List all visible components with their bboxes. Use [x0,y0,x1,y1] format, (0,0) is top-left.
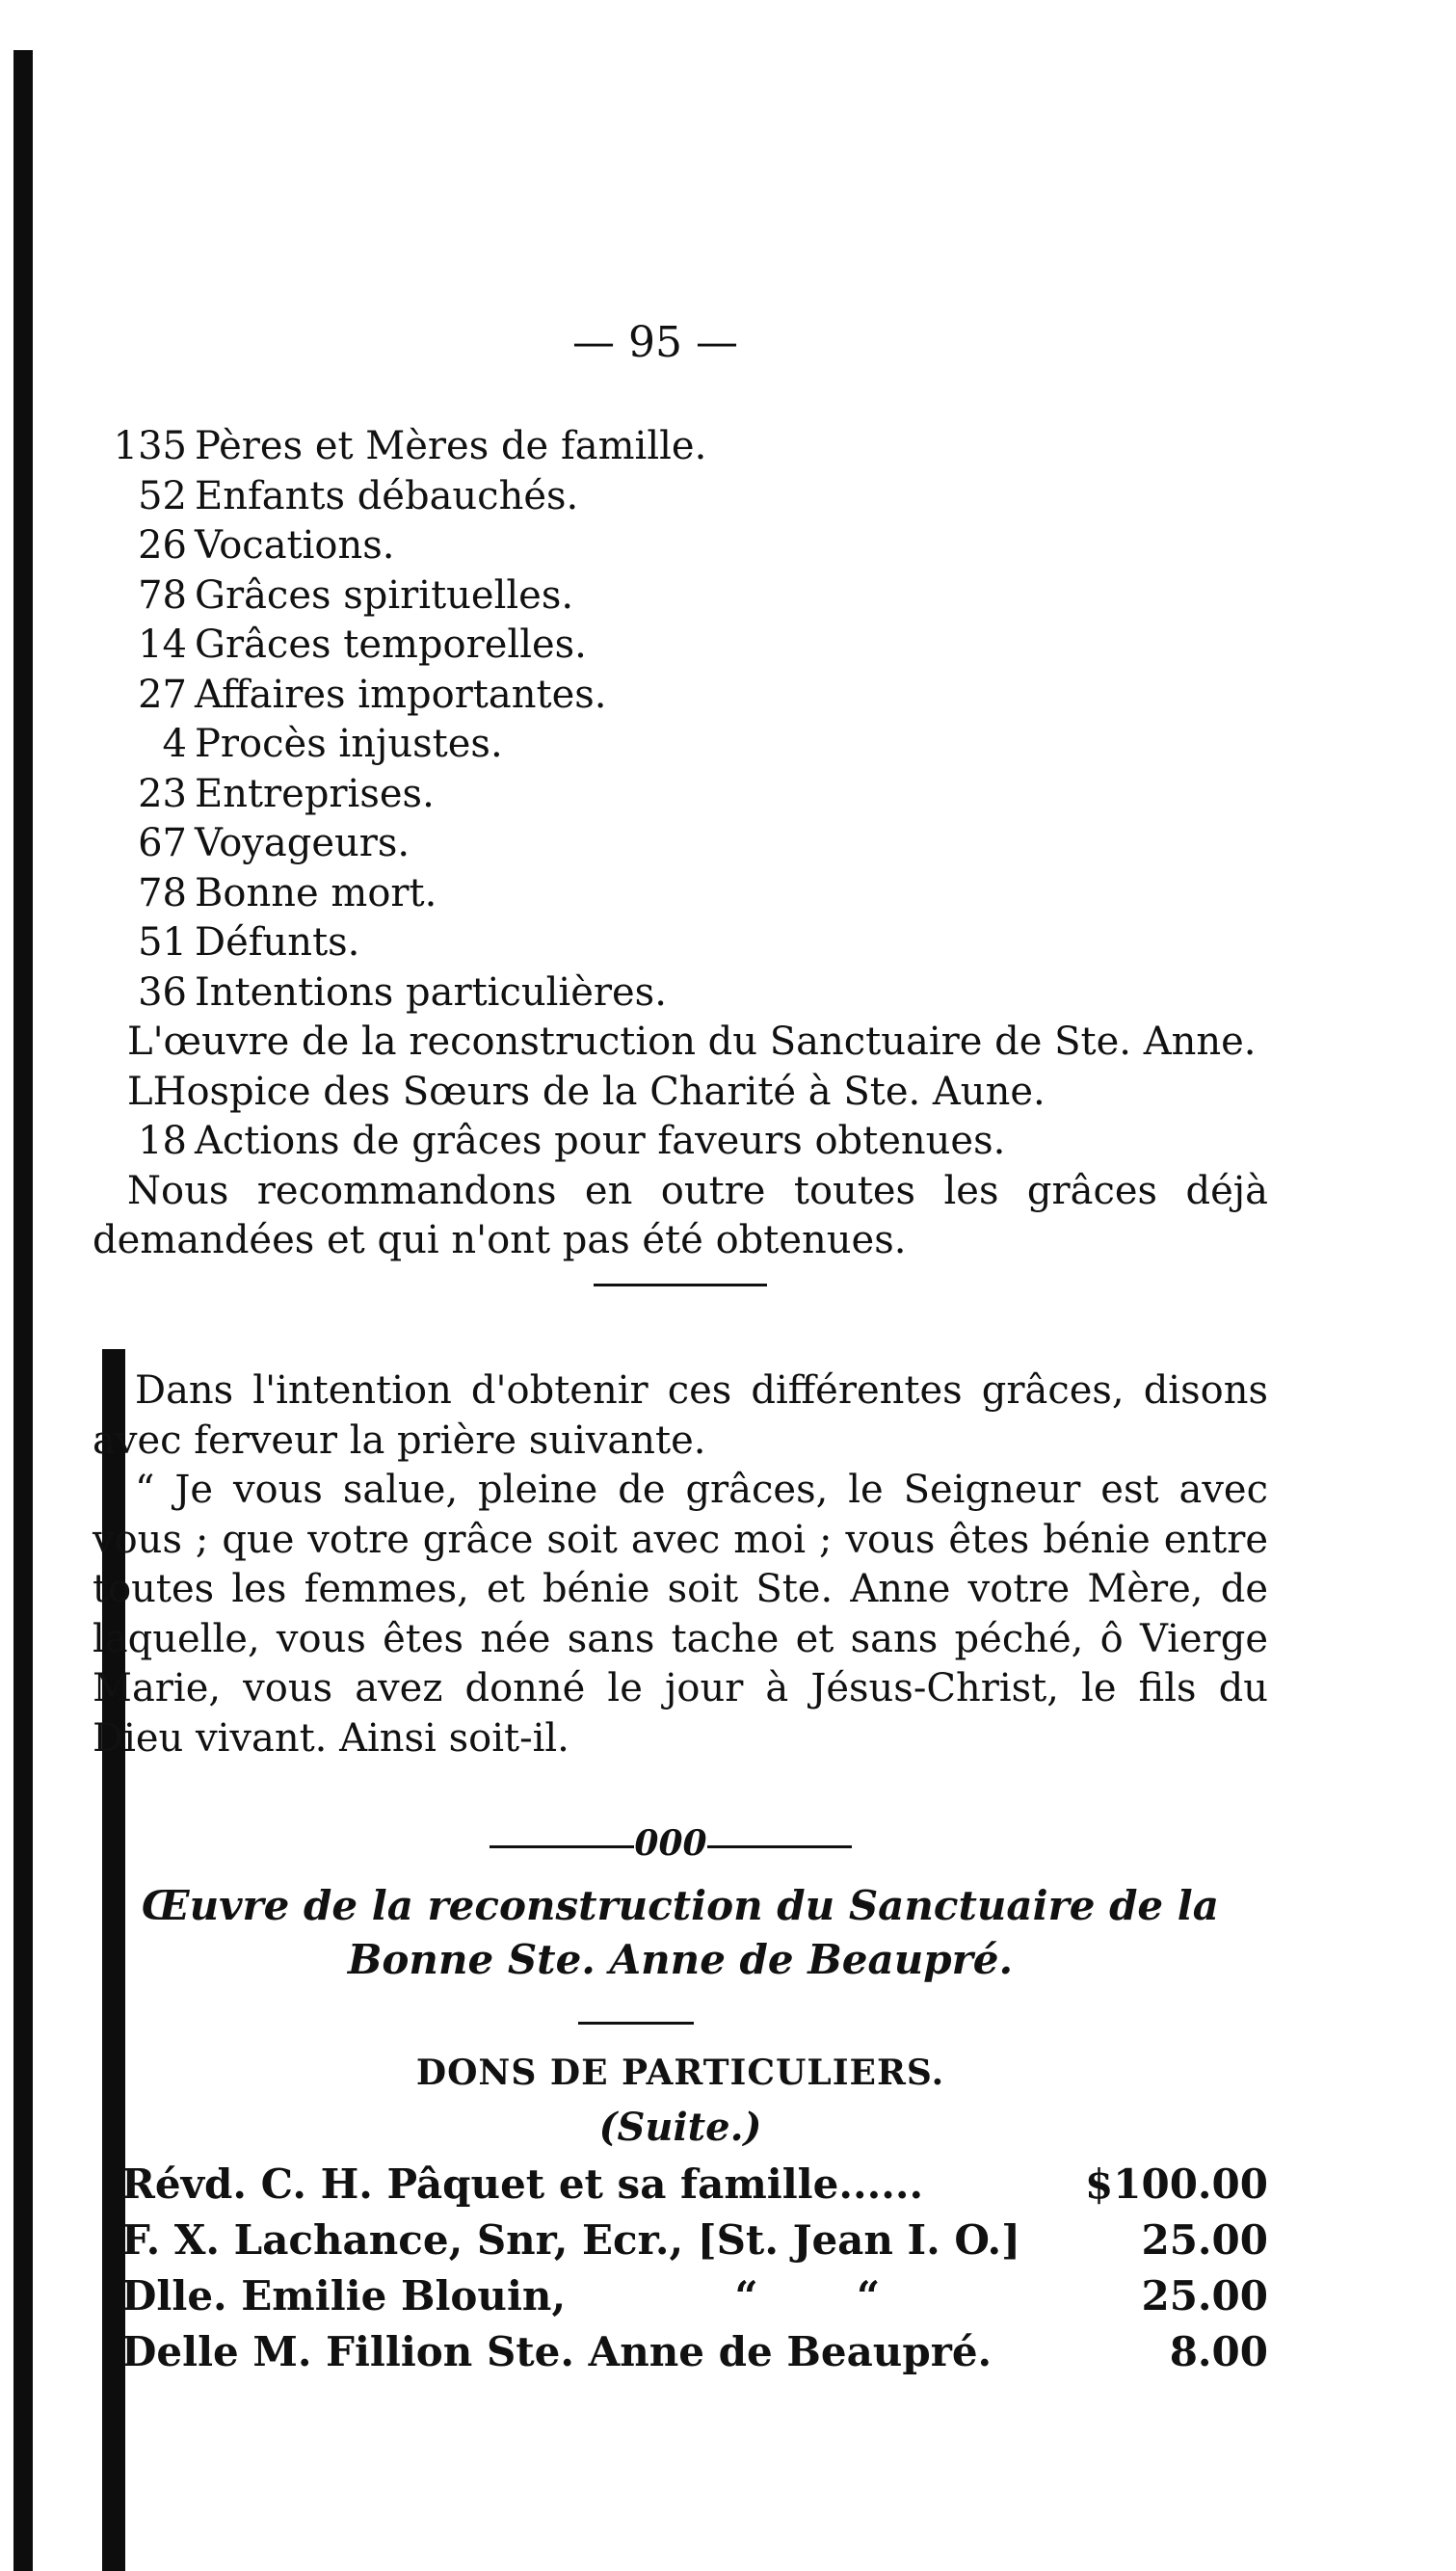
item-count: 26 [138,523,187,568]
list-item [93,472,1268,522]
list-item [93,968,1268,1019]
donation-row [121,2213,1268,2268]
item-text: Pères et Mères de famille. [195,424,707,468]
item-count: 67 [138,821,187,865]
item-count: 52 [138,473,187,518]
donor-name: Delle M. Fillion Ste. Anne de Beaupré. [121,2328,993,2375]
item-text: Grâces spirituelles. [195,572,574,618]
item-count: 4 [162,722,187,766]
donation-amount: 25.00 [1141,2216,1268,2264]
item-text: Grâces temporelles. [195,623,587,667]
item-count: 36 [138,969,187,1015]
donation-amount: 25.00 [1141,2272,1268,2319]
donor-name: Dlle. Emilie Blouin, “ “ [121,2272,881,2319]
item-text: Bonne mort. [195,870,437,915]
list-item [93,671,1268,721]
list-item [93,621,1268,671]
item-count: 14 [138,623,187,667]
item-text: Affaires importantes. [195,672,607,717]
prayer-intentions-list [93,422,1268,1304]
section-divider [594,1284,767,1286]
donations-list [121,2157,1268,2380]
section-heading-line-1: Œuvre de la reconstruction du Sanctuaire de la [142,1882,1219,1929]
list-item [93,918,1268,968]
item-text: Entreprises. [195,771,435,816]
prayer-paragraph: “ Je vous salue, pleine de grâces, le Seigneur est avec vous ; que votre grâce soit avec moi ; vous êtes bénie entre toutes les femmes, et bénie soit Ste. Anne votre Mère, de laquelle, vous êtes née sans tache et sans péché, ô Vierge Marie, vous avez donné le jour à Jésus-Christ, le fils du Dieu vivant. Ainsi soit-il. [93,1468,1268,1761]
section-heading-line-2: Bonne Ste. Anne de Beaupré. [347,1936,1014,1983]
prayer-text [93,1366,1268,1763]
item-count: 135 [113,424,187,468]
item-text: Procès injustes. [195,722,503,766]
page-binding-edge [13,50,33,2571]
recommendation-text: Nous recommandons en outre toutes les grâces déjà demandées et qui n'ont pas été obtenues. [93,1168,1268,1262]
list-item-oeuvre: L'œuvre de la reconstruction du Sanctuaire de Ste. Anne. [127,1020,1257,1064]
item-count: 51 [138,920,187,965]
donation-row [121,2268,1268,2324]
list-item [93,819,1268,869]
item-text: Voyageurs. [195,821,410,865]
donations-heading: DONS DE PARTICULIERS. [415,2053,945,2093]
item-count: 18 [138,1119,187,1163]
intro-paragraph: Dans l'intention d'obtenir ces différentes grâces, disons avec ferveur la prière suivante. [93,1368,1268,1463]
section-divider [578,2022,694,2025]
donation-row [121,2157,1268,2213]
list-item-hospice: LHospice des Sœurs de la Charité à Ste. Aune. [127,1069,1046,1114]
list-item [93,571,1268,622]
list-item [93,770,1268,820]
item-count: 23 [138,771,187,816]
donation-row [121,2324,1268,2380]
ornamental-separator [468,1823,873,1864]
item-count: 78 [138,870,187,915]
item-text: Enfants débauchés. [195,473,579,518]
list-item-actions [93,1117,1268,1167]
page-number: — 95 — [572,318,738,367]
donation-amount: 8.00 [1169,2328,1268,2375]
item-text: Vocations. [195,523,395,568]
item-text: Défunts. [195,920,360,965]
list-item [93,422,1268,472]
list-item [93,521,1268,571]
item-text: Actions de grâces pour faveurs obtenues. [195,1119,1006,1163]
separator-text: 000 [634,1823,707,1864]
item-count: 78 [138,572,187,618]
item-count: 27 [138,672,187,717]
donor-name: F. X. Lachance, Snr, Ecr., [St. Jean I. O.] [121,2216,1021,2264]
list-item [93,869,1268,919]
item-text: Intentions particulières. [195,969,667,1015]
list-item [93,720,1268,770]
donation-amount: $100.00 [1085,2160,1268,2208]
donor-name: Révd. C. H. Pâquet et sa famille...... [121,2160,924,2208]
section-heading [93,1879,1268,1987]
donations-subheading: (Suite.) [598,2105,762,2150]
